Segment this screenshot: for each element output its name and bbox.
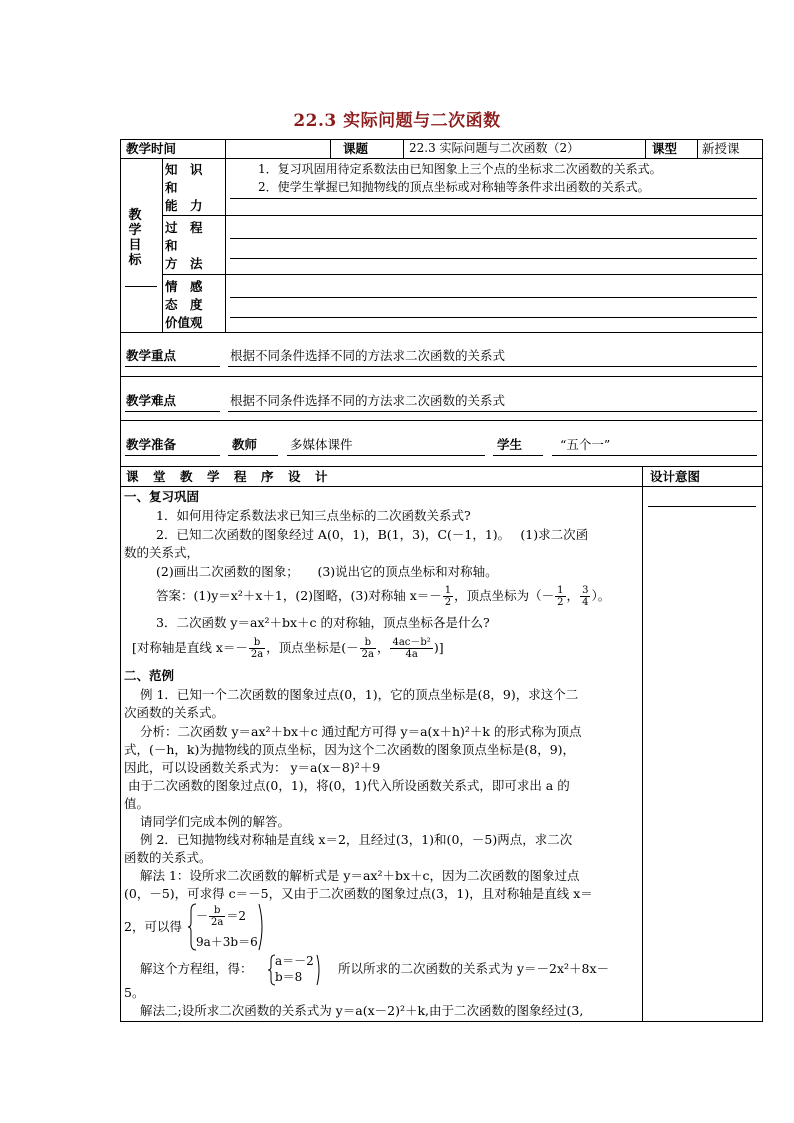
- difficulty-label: 教学难点: [126, 393, 177, 408]
- solution-1-line-1: 解法 1：设所求二次函数的解析式是 y＝ax²＋bx＋c，因为二次函数的图象过点: [140, 868, 580, 883]
- example-2-line-2: 函数的关系式。: [124, 850, 212, 865]
- col-line: [642, 466, 643, 1022]
- answer-text: ）。: [591, 588, 611, 603]
- row-line: [120, 376, 763, 377]
- answer-line: [156, 582, 610, 612]
- goals-underline: [125, 286, 157, 287]
- teacher-value: 多媒体课件: [290, 437, 353, 452]
- answer-text: ，顶点坐标为（－: [454, 588, 555, 603]
- intent-line: [648, 506, 756, 507]
- equation-system-1: － $\frac{b}{2a}$ ＝2 9a＋3b＝6: [188, 903, 268, 951]
- writing-line: [228, 366, 757, 367]
- fraction: $\frac{b}{2a}$: [211, 905, 224, 928]
- attitude-label-3: 价值观: [165, 315, 203, 330]
- equation-text: 9a＋3b＝6: [196, 935, 258, 949]
- col-line: [697, 139, 698, 158]
- fraction: $\frac{1}{2}$: [444, 585, 452, 608]
- equation-text: b＝8: [275, 970, 303, 984]
- answer-text: ，: [376, 640, 390, 655]
- fraction: $\frac{b}{2a}$: [361, 637, 374, 660]
- knowledge-label-1: 知 识: [165, 162, 203, 177]
- right-paren-icon: [316, 954, 322, 986]
- review-question-2: 2．已知二次函数的图象经过 A(0，1)，B(1，3)，C(－1，1)。 (1)求二次函: [156, 527, 589, 542]
- fraction: $\frac{1}{2}$: [557, 585, 564, 608]
- row-line: [162, 274, 763, 275]
- lesson-type-value: 新授课: [702, 141, 740, 156]
- row-line: [162, 215, 763, 216]
- label-underline: [125, 411, 220, 412]
- col-line: [162, 158, 163, 332]
- attitude-label-1: 情 感: [165, 279, 203, 294]
- topic-label: 课题: [343, 141, 369, 156]
- writing-line: [228, 411, 757, 412]
- col-line: [330, 139, 331, 158]
- equation-text: ＝2: [226, 909, 246, 923]
- label-underline: [228, 455, 278, 456]
- page-title: 22.3 实际问题与二次函数: [293, 111, 501, 131]
- process-label-3: 方 法: [165, 256, 203, 271]
- question-3-answer: [132, 632, 444, 668]
- writing-line: [287, 455, 485, 456]
- lesson-type-label: 课型: [652, 141, 678, 156]
- label-underline: [125, 366, 220, 367]
- label-underline: [493, 455, 543, 456]
- section-review-title: 一、复习巩固: [124, 489, 200, 504]
- col-line: [225, 139, 226, 158]
- col-line: [403, 139, 404, 158]
- row-line: [120, 158, 763, 159]
- solution-2-line-1: 解法二;设所求二次函数的关系式为 y＝a(x－2)²＋k,由于二次函数的图象经过(3,: [140, 1003, 584, 1018]
- writing-line: [230, 198, 757, 199]
- knowledge-item-2: 2．使学生掌握已知抛物线的顶点坐标或对称轴等条件求出函数的关系式。: [258, 180, 650, 194]
- difficulty-value: 根据不同条件选择不同的方法求二次函数的关系式: [230, 393, 506, 408]
- example-2-line-1: 例 2．已知抛物线对称轴是直线 x＝2，且经过(3，1)和(0，－5)两点，求二次: [140, 832, 573, 847]
- solution-1-line-6: 5。: [124, 985, 145, 1000]
- program-header: 课 堂 教 学 程 序 设 计: [126, 469, 329, 484]
- right-paren-icon: [258, 903, 266, 951]
- knowledge-label-3: 能 力: [165, 198, 203, 213]
- focus-value: 根据不同条件选择不同的方法求二次函数的关系式: [230, 348, 506, 363]
- row-line: [120, 466, 763, 467]
- answer-text: )]: [433, 640, 444, 655]
- prep-label: 教学准备: [126, 437, 177, 452]
- row-line: [120, 486, 763, 487]
- answer-text: [对称轴是直线 x＝－: [132, 640, 248, 655]
- section-examples-title: 二、范例: [124, 668, 175, 683]
- writing-line: [230, 258, 757, 259]
- attitude-label-2: 态 度: [165, 297, 203, 312]
- example-1-line-1: 例 1．已知一个二次函数的图象过点(0，1)，它的顶点坐标是(8，9)，求这个二: [140, 687, 579, 702]
- equation-system-2: [268, 954, 328, 986]
- answer-text: ，顶点坐标是(－: [266, 640, 359, 655]
- label-underline: [125, 455, 220, 456]
- design-intent-header: 设计意图: [650, 469, 701, 484]
- review-question-3: 3．二次函数 y＝ax²＋bx＋c 的对称轴，顶点坐标各是什么?: [156, 615, 490, 630]
- analysis-line-2: 式，(－h，k)为抛物线的顶点坐标，因为这个二次函数的图象顶点坐标是(8，9)，: [124, 742, 576, 757]
- teaching-time-label: 教学时间: [126, 141, 177, 156]
- answer-text: ，: [566, 588, 580, 603]
- example-1-line-2: 次函数的关系式。: [124, 705, 225, 720]
- goals-label: 教学目标: [128, 208, 142, 268]
- answer-text: 答案：(1)y＝x²＋x＋1，(2)图略，(3)对称轴 x＝－: [156, 588, 442, 603]
- analysis-line-3: 因此，可以设函数关系式为： y＝a(x－8)²＋9: [124, 760, 381, 775]
- student-value: “五个一”: [560, 437, 611, 452]
- knowledge-item-1: 1．复习巩固用待定系数法由已知图象上三个点的坐标求二次函数的关系式。: [258, 162, 662, 176]
- fraction: $\frac{\text{4ac－b²}}{4a}$: [392, 637, 431, 660]
- solution-1-line-4: 解这个方程组，得：: [140, 961, 253, 976]
- writing-line: [230, 238, 757, 239]
- solution-1-line-5: 所以所求的二次函数的关系式为 y＝－2x²＋8x－: [338, 961, 610, 976]
- solution-1-line-3: 2，可以得: [124, 919, 182, 934]
- teacher-label: 教师: [232, 437, 258, 452]
- col-line: [225, 158, 226, 332]
- writing-line: [552, 455, 757, 456]
- solution-1-line-2: (0，－5)，可求得 c＝－5，又由于二次函数的图象过点(3，1)，且对称轴是直线 x＝: [124, 886, 593, 901]
- focus-label: 教学重点: [126, 348, 177, 363]
- analysis-line-6: 请同学们完成本例的解答。: [140, 814, 291, 829]
- analysis-line-1: 分析：二次函数 y＝ax²＋bx＋c 通过配方可得 y＝a(x＋h)²＋k 的形式称为顶点: [140, 724, 582, 739]
- review-question-2-cont: 数的关系式，: [124, 545, 200, 560]
- row-line: [120, 332, 763, 333]
- process-label-1: 过 程: [165, 220, 203, 235]
- knowledge-label-2: 和: [165, 180, 178, 195]
- fraction: $\frac{b}{2a}$: [250, 637, 264, 660]
- writing-line: [230, 297, 757, 298]
- writing-line: [230, 317, 757, 318]
- equation-text: a＝－2: [275, 954, 314, 968]
- row-line: [120, 420, 763, 421]
- process-label-2: 和: [165, 238, 178, 253]
- analysis-line-4: 由于二次函数的图象过点(0，1)，将(0，1)代入所设函数关系式，即可求出 a 的: [128, 778, 570, 793]
- topic-value: 22.3 实际问题与二次函数（2）: [409, 141, 580, 155]
- review-question-2-parts: (2)画出二次函数的图象； (3)说出它的顶点坐标和对称轴。: [156, 564, 498, 579]
- review-question-1: 1．如何用待定系数法求已知三点坐标的二次函数关系式?: [156, 508, 471, 523]
- fraction: $\frac{3}{4}$: [582, 585, 589, 608]
- analysis-line-5: 值。: [124, 796, 150, 811]
- student-label: 学生: [497, 437, 523, 452]
- col-line: [645, 139, 646, 158]
